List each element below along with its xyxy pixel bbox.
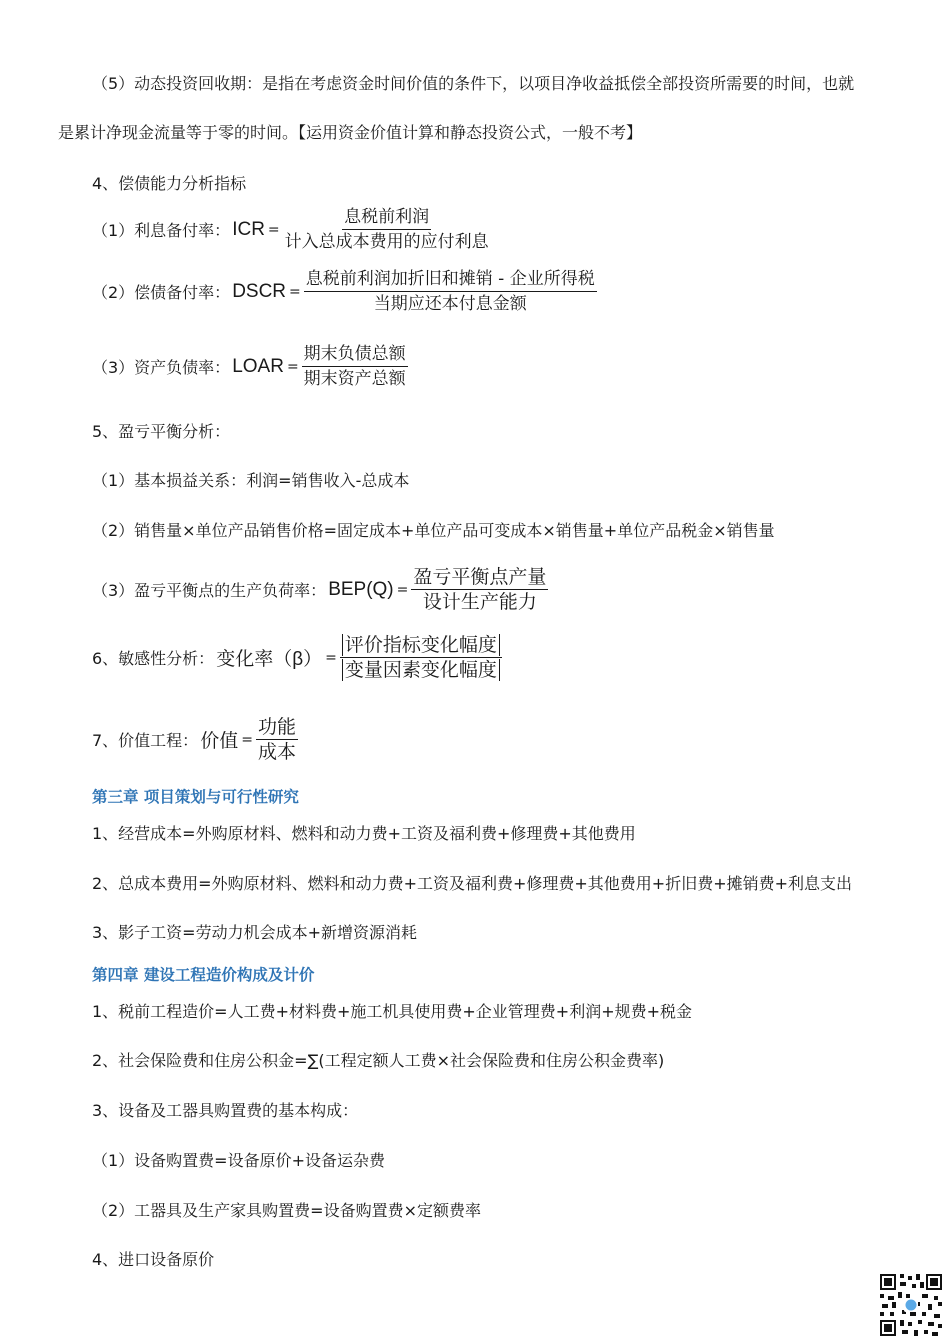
sensitivity-denominator-wrap bbox=[340, 658, 502, 681]
chapter3-item: 2、总成本费用=外购原材料、燃料和动力费+工资及福利费+修理费+其他费用+折旧费+摊销费+利息支出 bbox=[92, 874, 853, 893]
value-engineering-label: 7、价值工程： bbox=[92, 731, 199, 750]
bep-denominator: 设计生产能力 bbox=[422, 591, 537, 613]
dscr-symbol: DSCR bbox=[232, 280, 287, 302]
sensitivity-label: 6、敏感性分析： bbox=[92, 649, 215, 668]
sensitivity-equals: = bbox=[325, 649, 337, 666]
bep-numerator: 盈亏平衡点产量 bbox=[413, 566, 547, 588]
para-dynamic-payback-line2: 是累计净现金流量等于零的时间。【运用资金价值计算和静态投资公式，一般不考】 bbox=[58, 123, 643, 142]
icr-denominator: 计入总成本费用的应付利息 bbox=[284, 232, 489, 252]
value-engineering-denominator: 成本 bbox=[257, 741, 296, 763]
chapter3-item: 3、影子工资=劳动力机会成本+新增资源消耗 bbox=[92, 923, 417, 942]
loar-fraction bbox=[302, 343, 408, 390]
value-engineering-numerator: 功能 bbox=[257, 716, 296, 738]
value-engineering-symbol: 价值 bbox=[200, 731, 239, 752]
bep-formula bbox=[92, 566, 548, 613]
dscr-equals: = bbox=[289, 283, 301, 300]
icr-numerator: 息税前利润 bbox=[342, 206, 431, 230]
value-engineering-fraction bbox=[256, 716, 298, 763]
sensitivity-fraction bbox=[340, 634, 502, 681]
chapter4-item: 2、社会保险费和住房公积金=∑(工程定额人工费×社会保险费和住房公积金费率) bbox=[92, 1051, 665, 1070]
loar-symbol: LOAR bbox=[232, 355, 284, 377]
bep-fraction bbox=[411, 566, 548, 613]
bep-label: （3）盈亏平衡点的生产负荷率： bbox=[92, 581, 327, 600]
chapter4-item: 4、进口设备原价 bbox=[92, 1250, 215, 1269]
icr-formula bbox=[92, 206, 491, 253]
sensitivity-symbol: 变化率（β） bbox=[216, 649, 323, 670]
value-engineering-equals: = bbox=[241, 731, 253, 748]
loar-equals: = bbox=[286, 358, 299, 375]
sensitivity-formula bbox=[92, 634, 502, 681]
icr-label: （1）利息备付率： bbox=[92, 221, 231, 240]
chapter4-item: 1、税前工程造价=人工费+材料费+施工机具使用费+企业管理费+利润+规费+税金 bbox=[92, 1002, 693, 1021]
section5-title: 5、盈亏平衡分析： bbox=[92, 422, 231, 441]
section5-item2: （2）销售量×单位产品销售价格=固定成本+单位产品可变成本×销售量+单位产品税金×销售量 bbox=[92, 521, 775, 540]
sensitivity-numerator: 评价指标变化幅度 bbox=[342, 634, 500, 656]
dscr-numerator: 息税前利润加折旧和摊销 - 企业所得税 bbox=[304, 268, 597, 292]
loar-label: （3）资产负债率： bbox=[92, 358, 231, 377]
chapter4-heading: 第四章 建设工程造价构成及计价 bbox=[92, 966, 315, 984]
bep-equals: = bbox=[396, 581, 409, 598]
icr-equals: = bbox=[267, 221, 280, 238]
dscr-label: （2）偿债备付率： bbox=[92, 283, 231, 302]
loar-formula bbox=[92, 343, 408, 390]
icr-fraction bbox=[283, 206, 491, 253]
sensitivity-numerator-wrap bbox=[340, 634, 502, 658]
dscr-fraction bbox=[304, 268, 597, 315]
chapter4-item: （2）工器具及生产家具购置费=设备购置费×定额费率 bbox=[92, 1201, 481, 1220]
section4-title: 4、偿债能力分析指标 bbox=[92, 174, 247, 193]
qr-code-icon bbox=[878, 1272, 944, 1338]
bep-symbol: BEP(Q) bbox=[328, 578, 394, 600]
chapter3-item: 1、经营成本=外购原材料、燃料和动力费+工资及福利费+修理费+其他费用 bbox=[92, 824, 636, 843]
loar-denominator: 期末资产总额 bbox=[303, 369, 406, 389]
chapter4-item: （1）设备购置费=设备原价+设备运杂费 bbox=[92, 1151, 385, 1170]
chapter4-item: 3、设备及工器具购置费的基本构成： bbox=[92, 1101, 359, 1120]
para-dynamic-payback-line1: （5）动态投资回收期：是指在考虑资金时间价值的条件下，以项目净收益抵偿全部投资所需要的时间，也就 bbox=[92, 74, 855, 93]
sensitivity-denominator: 变量因素变化幅度 bbox=[342, 659, 500, 681]
icr-symbol: ICR bbox=[232, 218, 265, 240]
loar-numerator: 期末负债总额 bbox=[302, 343, 408, 367]
dscr-formula bbox=[92, 268, 597, 315]
dscr-denominator: 当期应还本付息金额 bbox=[373, 294, 527, 314]
chapter3-heading: 第三章 项目策划与可行性研究 bbox=[92, 788, 299, 806]
value-engineering-formula bbox=[92, 716, 298, 763]
section5-item1: （1）基本损益关系：利润=销售收入-总成本 bbox=[92, 471, 410, 490]
